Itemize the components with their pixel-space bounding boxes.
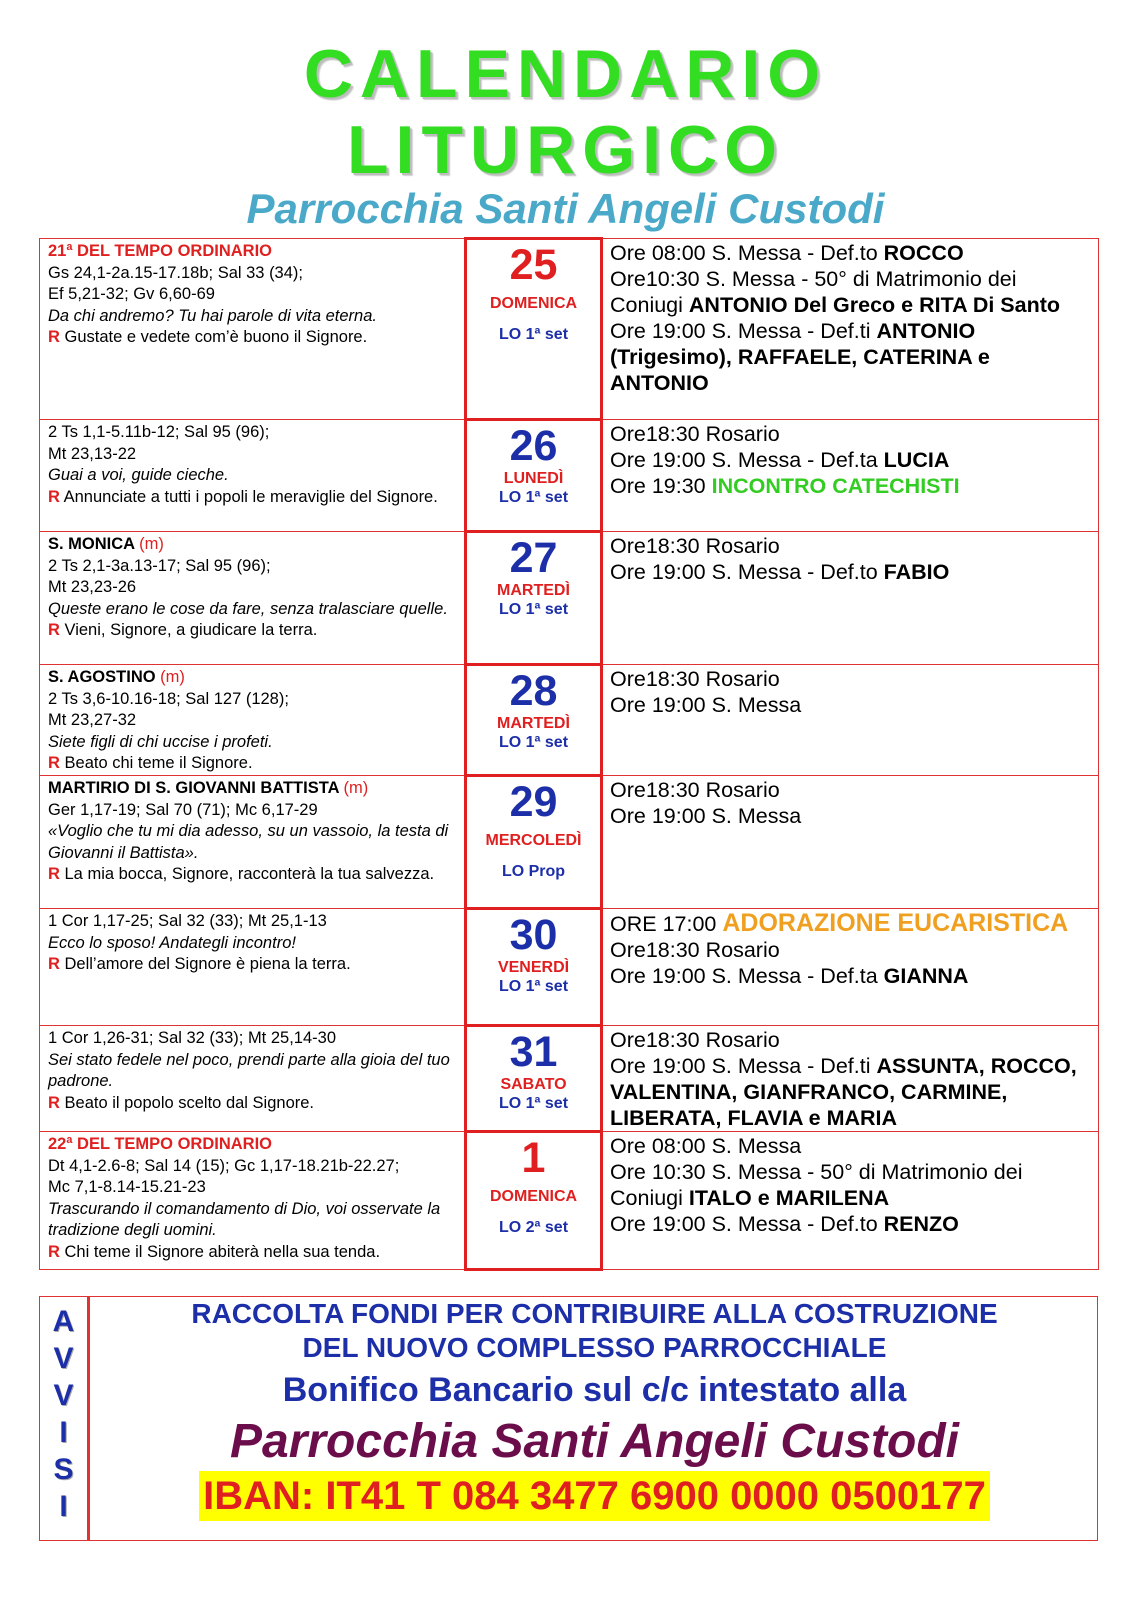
reading-references: Gs 24,1-2a.15-17.18b; Sal 33 (34); [48,263,303,282]
gospel-quote: Trascurando il comandamento di Dio, voi osservate la tradizione degli uomini. [48,1199,441,1239]
reading-references: 2 Ts 1,1-5.11b-12; Sal 95 (96); [48,423,270,441]
day-row [40,776,1099,909]
response-letter: R [48,487,60,506]
event-line [610,666,1092,692]
readings-cell [40,420,466,532]
day-number: 29 [509,778,558,826]
event-text: Ore 19:00 S. Messa [610,693,802,717]
response-letter: R [48,621,60,639]
events-cell [602,239,1099,420]
readings-cell [40,239,466,420]
fundraising-line-2: DEL NUOVO COMPLESSO PARROCCHIALE [302,1332,887,1363]
response-letter: R [48,328,60,346]
event-text: Ore 19:30 [610,474,712,498]
day-row [40,1026,1099,1132]
event-line [610,447,1092,473]
event-line [610,1053,1092,1131]
date-cell [466,909,602,1026]
event-line [610,266,1092,318]
event-names: LUCIA [883,448,950,472]
liturgy-of-hours: LO 1ª set [498,326,569,343]
memorial-mark: (m) [160,668,185,686]
psalm-response: R Chi teme il Signore abiterà nella sua tenda. [48,1242,381,1261]
iban[interactable]: IBAN: IT41 T 084 3477 6900 0000 0500177 [199,1471,990,1521]
psalm-response: R Beato chi teme il Signore. [48,754,253,772]
event-line [610,559,1092,585]
day-number: 27 [509,534,558,582]
event-line [610,1211,1092,1237]
saint-name: S. MONICA [48,535,135,553]
event-line [610,803,1092,829]
gospel-quote: Da chi andremo? Tu hai parole di vita eterna. [48,306,377,325]
event-text: Ore 19:00 S. Messa - Def.ta [610,448,884,472]
bank-transfer-line: Bonifico Bancario sul c/c intestato alla [282,1371,907,1409]
event-text: Ore 19:00 S. Messa - Def.ti [610,319,877,343]
fundraising-line-1: RACCOLTA FONDI PER CONTRIBUIRE ALLA COSTRUZIONE [191,1298,998,1329]
date-cell [466,1026,602,1132]
event-text: ORE 17:00 [610,912,723,936]
liturgy-of-hours: LO Prop [501,863,566,880]
memorial-mark: (m) [139,535,164,553]
event-line [610,318,1092,396]
liturgy-of-hours: LO 1ª set [498,1095,569,1112]
day-row [40,420,1099,532]
response-letter: R [48,865,60,883]
day-number: 28 [509,667,558,715]
date-cell [466,665,602,776]
weekday-label: MARTEDÌ [497,715,570,732]
gospel-quote: Sei stato fedele nel poco, prendi parte alla gioia del tuo padrone. [48,1050,450,1090]
event-names: ROCCO [883,241,964,265]
psalm-response: R Beato il popolo scelto dal Signore. [48,1093,315,1112]
event-line [610,937,1092,963]
reading-references: 2 Ts 3,6-10.16-18; Sal 127 (128); [48,689,289,708]
events-cell [602,1132,1099,1270]
date-cell [466,1132,602,1270]
weekday-label: DOMENICA [489,295,578,312]
event-line [610,1133,1092,1159]
account-holder: Parrocchia Santi Angeli Custodi [229,1415,960,1468]
reading-references: Dt 4,1-2.6-8; Sal 14 (15); Gc 1,17-18.21b-22.27; [48,1156,400,1175]
gospel-quote: Guai a voi, guide cieche. [48,466,229,484]
day-number: 25 [509,241,558,289]
reading-references: Ger 1,17-19; Sal 70 (71); Mc 6,17-29 [48,800,318,819]
gospel-quote: Queste erano le cose da fare, senza tralasciare quelle. [48,599,448,618]
reading-references: 1 Cor 1,17-25; Sal 32 (33); Mt 25,1-13 [48,912,327,930]
readings-cell [40,776,466,909]
saint-name: MARTIRIO DI S. GIOVANNI BATTISTA [48,779,339,797]
event-text: Ore 19:00 S. Messa [610,804,802,828]
event-text: Ore 19:00 S. Messa - Def.ta [610,964,884,988]
gospel-quote: Siete figli di chi uccise i profeti. [48,732,273,751]
gospel-quote: «Voglio che tu mi dia adesso, su un vassoio, la testa di Giovanni il Battista». [48,822,449,862]
event-line [610,963,1092,989]
events-cell [602,420,1099,532]
eucharistic-adoration: ADORAZIONE EUCARISTICA [722,909,1069,937]
day-row [40,1132,1099,1270]
title-line-2: LITURGICO [347,112,784,188]
event-line [610,421,1092,447]
event-text: Ore 08:00 S. Messa - Def.to [610,241,884,265]
event-text: Ore18:30 Rosario [610,1028,780,1052]
day-row [40,665,1099,776]
reading-references: Mc 7,1-8.14-15.21-23 [48,1178,206,1196]
event-text: Ore18:30 Rosario [610,667,780,691]
day-row [40,532,1099,665]
reading-references: 2 Ts 2,1-3a.13-17; Sal 95 (96); [48,556,271,575]
weekday-label: MERCOLEDÌ [485,832,582,849]
readings-cell [40,909,466,1026]
catechists-meeting: INCONTRO CATECHISTI [711,474,960,498]
day-number: 26 [509,422,558,470]
event-line [610,533,1092,559]
events-cell [602,776,1099,909]
event-names: FABIO [883,560,950,584]
psalm-response: R Gustate e vedete com’è buono il Signore. [48,328,368,346]
events-cell [602,532,1099,665]
reading-references: Ef 5,21-32; Gv 6,60-69 [48,285,215,303]
avvisi-letter: V [53,1342,74,1375]
liturgical-week-heading: 22ª DEL TEMPO ORDINARIO [48,1135,272,1153]
event-text: Ore10:30 S. Messa - 50° di Matrimonio dei Coniugi [610,267,1017,317]
event-names: GIANNA [883,964,969,988]
weekday-label: SABATO [500,1076,567,1093]
weekday-label: LUNEDÌ [503,470,564,487]
avvisi-letter: I [59,1416,68,1449]
avvisi-letter: V [53,1379,74,1412]
event-text: Ore 19:00 S. Messa - Def.to [610,560,884,584]
event-line [610,1027,1092,1053]
parish-subtitle: Parrocchia Santi Angeli Custodi [246,185,885,232]
event-text: Ore 10:30 S. Messa - 50° di Matrimonio dei Coniugi [610,1160,1023,1210]
response-letter: R [48,1242,60,1261]
response-letter: R [48,1093,60,1112]
reading-references: Mt 23,13-22 [48,444,137,463]
liturgy-of-hours: LO 1ª set [498,978,569,995]
response-letter: R [48,955,60,973]
avvisi-side-label [40,1297,90,1540]
saint-name: S. AGOSTINO [48,668,156,686]
day-number: 31 [509,1028,558,1076]
title-line-1: CALENDARIO [303,36,828,112]
weekday-label: MARTEDÌ [497,582,570,599]
avvisi-letter: I [59,1490,68,1523]
psalm-response: R La mia bocca, Signore, racconterà la tua salvezza. [48,865,435,883]
event-line [610,777,1092,803]
psalm-response: R Annunciate a tutti i popoli le meraviglie del Signore. [48,487,438,506]
day-row [40,239,1099,420]
event-names: ITALO e MARILENA [688,1186,890,1210]
reading-references: Mt 23,27-32 [48,711,137,729]
event-text: Ore 19:00 S. Messa - Def.ti [610,1054,877,1078]
event-line [610,1159,1092,1211]
event-text: Ore18:30 Rosario [610,422,780,446]
readings-cell [40,1132,466,1270]
event-line [610,692,1092,718]
avvisi-box [39,1296,1098,1541]
event-text: Ore18:30 Rosario [610,778,780,802]
saint-heading [48,778,458,800]
date-cell [466,420,602,532]
memorial-mark: (m) [343,779,369,797]
avvisi-letter: A [52,1305,75,1338]
avvisi-letter: S [53,1453,74,1486]
events-cell [602,665,1099,776]
liturgy-of-hours: LO 2ª set [498,1219,569,1236]
event-line [610,473,1092,499]
liturgical-week-heading: 21ª DEL TEMPO ORDINARIO [48,242,272,260]
weekday-label: DOMENICA [489,1188,578,1205]
event-line [610,240,1092,266]
liturgical-calendar-table [39,237,1099,1271]
event-names: ASSUNTA, ROCCO, VALENTINA, GIANFRANCO, CARMINE, LIBERATA, FLAVIA e MARIA [610,1054,1077,1130]
event-line [610,910,1092,937]
saint-heading [48,534,458,556]
liturgy-of-hours: LO 1ª set [498,734,569,751]
response-letter: R [48,754,60,772]
liturgy-of-hours: LO 1ª set [498,601,569,618]
gospel-quote: Ecco lo sposo! Andategli incontro! [48,933,296,952]
readings-cell [40,532,466,665]
liturgy-of-hours: LO 1ª set [498,489,569,506]
saint-heading [48,667,458,689]
day-number: 1 [521,1134,546,1182]
event-names: ANTONIO (Trigesimo), RAFFAELE, CATERINA e ANTONIO [610,319,990,395]
date-cell [466,239,602,420]
date-cell [466,532,602,665]
day-row [40,909,1099,1026]
reading-references: Mt 23,23-26 [48,578,137,596]
events-cell [602,1026,1099,1132]
events-cell [602,909,1099,1026]
event-names: ANTONIO Del Greco e RITA Di Santo [688,293,1061,317]
event-text: Ore18:30 Rosario [610,938,780,962]
fundraising-notice [92,1297,1097,1540]
weekday-label: VENERDÌ [497,959,570,976]
day-number: 30 [509,911,558,959]
psalm-response: R Vieni, Signore, a giudicare la terra. [48,621,318,639]
reading-references: 1 Cor 1,26-31; Sal 32 (33); Mt 25,14-30 [48,1029,336,1047]
date-cell [466,776,602,909]
readings-cell [40,1026,466,1132]
event-text: Ore 08:00 S. Messa [610,1134,802,1158]
event-text: Ore 19:00 S. Messa - Def.to [610,1212,884,1236]
readings-cell [40,665,466,776]
psalm-response: R Dell’amore del Signore è piena la terra. [48,955,351,973]
event-text: Ore18:30 Rosario [610,534,780,558]
event-names: RENZO [883,1212,959,1236]
